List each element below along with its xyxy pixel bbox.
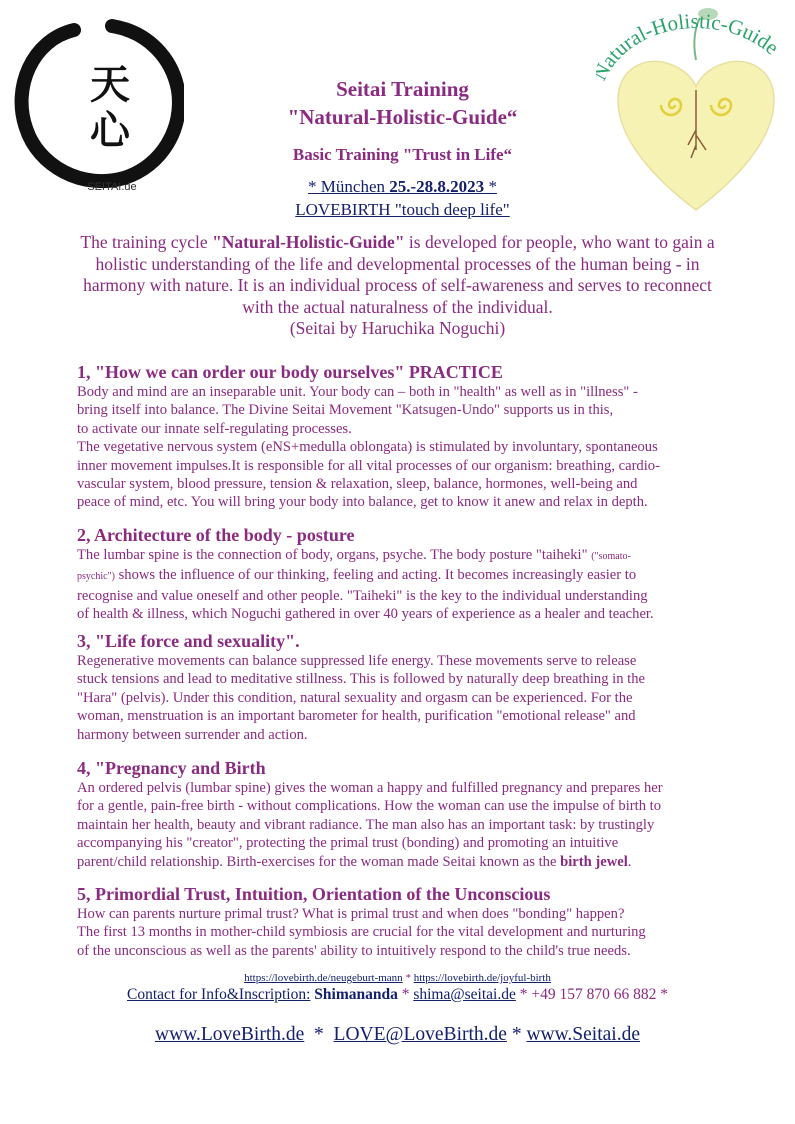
section-4	[77, 757, 727, 871]
seitai-logo	[12, 18, 184, 196]
section-2-text: The lumbar spine is the connection of body, organs, psyche. The body posture "taiheki"	[77, 547, 592, 563]
date-suffix: *	[484, 177, 497, 196]
birth-jewel-text: birth jewel	[560, 853, 628, 870]
lovebirth-link-text[interactable]: LOVEBIRTH "touch deep life"	[295, 200, 510, 219]
section-2-line: recognise and value oneself and other people. "Taiheki" is the key to the individual understanding	[77, 587, 648, 604]
section-4-line	[77, 853, 727, 871]
section-1-line: inner movement impulses.It is responsible for all vital processes of our organism: breathing, cardio-	[77, 457, 660, 474]
section-4-line: accompanying his "creator", protecting the primal trust (bonding) and promoting an intuitive	[77, 835, 619, 852]
contact-label[interactable]: Contact for Info&Inscription:	[127, 986, 311, 1003]
section-2-text: shows the influence of our thinking, feeling and acting. It becomes increasingly easier to	[114, 567, 637, 584]
lovebirth-email-link[interactable]: LOVE@LoveBirth.de	[333, 1024, 507, 1045]
contact-star: *	[397, 986, 414, 1003]
section-4-line: maintain her health, beauty and vibrant radiance. The man also has an important task: by trustingly	[77, 816, 655, 833]
contact-email-link[interactable]: shima@seitai.de	[413, 986, 516, 1003]
page-title: Seitai Training	[336, 77, 469, 101]
section-3-line: stuck tensions and lead to meditative stillness. This is followed by naturally deep breathing in the	[77, 671, 645, 688]
intro-text-body: is developed for people, who want to gain a holistic understanding of the life and developmental processes of the human being - in harmony with nature. It is an individual process of self-awareness and serves to reconnect with the actual naturalness of the individual.	[83, 232, 715, 317]
intro-bold-name: "Natural-Holistic-Guide"	[212, 232, 405, 252]
joyful-birth-link[interactable]: https://lovebirth.de/joyful-birth	[413, 972, 551, 984]
intro-attribution: (Seitai by Haruchika Noguchi)	[289, 318, 506, 338]
page-subtitle: "Natural-Holistic-Guide“	[287, 105, 518, 129]
section-1-line: to activate our innate self-regulating processes.	[77, 420, 352, 437]
section-5-line: of the unconscious as well as the parents' ability to intuitively respond to the child's true needs.	[77, 942, 631, 959]
section-5-line: The first 13 months in mother-child symbiosis are crucial for the vital development and nurturing	[77, 924, 646, 941]
contact-name: Shimananda	[314, 986, 398, 1003]
web-separator: *	[506, 1024, 527, 1045]
section-4-line: for a gentle, pain-free birth - without complications. How the woman can use the impulse of birth to	[77, 798, 661, 815]
section-1-line: peace of mind, etc. You will bring your body into balance, get to know it anew and relax in depth.	[77, 494, 648, 511]
section-4-heading: 4, "Pregnancy and Birth	[77, 758, 266, 778]
link-separator: *	[402, 972, 414, 984]
contact-phone: * +49 157 870 66 882 *	[515, 986, 668, 1003]
section-5-heading: 5, Primordial Trust, Intuition, Orientation of the Unconscious	[77, 884, 551, 904]
section-3-line: Regenerative movements can balance suppressed life energy. These movements serve to release	[77, 653, 637, 669]
logo-arc-text: atural-Holistic-Guide	[596, 8, 784, 72]
section-2-small-text: psychic")	[77, 571, 115, 583]
intro-paragraph	[70, 232, 725, 340]
web-separator: *	[304, 1024, 334, 1045]
section-1	[77, 361, 727, 512]
contact-line	[0, 986, 795, 1004]
logo-caption: SEITAI.de	[87, 181, 137, 193]
kanji-bottom: 心	[90, 107, 130, 154]
section-5-line: How can parents nurture primal trust? What is primal trust and when does "bonding" happen?	[77, 906, 625, 922]
date-range: 25.-28.8.2023	[389, 177, 485, 196]
basic-training-title: Basic Training "Trust in Life“	[292, 145, 513, 164]
footer-links	[0, 972, 795, 984]
section-3-line: woman, menstruation is an important barometer for health, purification "emotional release" and	[77, 708, 636, 725]
section-2-small-text: ("somato-	[591, 551, 631, 562]
section-3	[77, 630, 727, 744]
section-1-line: bring itself into balance. The Divine Seitai Movement "Katsugen-Undo" supports us in this,	[77, 402, 614, 419]
section-4-period: .	[627, 853, 632, 870]
section-3-line: harmony between surrender and action.	[77, 726, 308, 743]
seitai-website-link[interactable]: www.Seitai.de	[526, 1024, 640, 1045]
web-links	[0, 1024, 795, 1046]
section-2-line: of health & illness, which Noguchi gathered in over 40 years of experience as a healer and teacher.	[77, 606, 654, 623]
section-2	[77, 524, 727, 624]
lovebirth-link[interactable]	[200, 200, 605, 220]
section-1-heading: 1, "How we can order our body ourselves" PRACTICE	[77, 362, 503, 382]
section-4-text: parent/child relationship. Birth-exercises for the woman made Seitai known as the	[77, 853, 561, 870]
date-prefix: * München	[308, 177, 390, 196]
section-4-line: An ordered pelvis (lumbar spine) gives the woman a happy and fulfilled pregnancy and prepares her	[77, 780, 663, 796]
section-1-line: vascular system, blood pressure, tension & relaxation, sleep, balance, hormones, well-being and	[77, 476, 638, 493]
neugeburt-mann-link[interactable]: https://lovebirth.de/neugeburt-mann	[244, 972, 403, 984]
lovebirth-website-link[interactable]: www.LoveBirth.de	[155, 1024, 305, 1045]
date-line[interactable]	[200, 177, 605, 197]
section-2-line	[77, 566, 727, 586]
section-3-heading: 3, "Life force and sexuality".	[77, 631, 300, 651]
section-2-heading: 2, Architecture of the body - posture	[77, 525, 355, 545]
section-3-line: "Hara" (pelvis). Under this condition, natural sexuality and orgasm can be experienced. For the	[77, 689, 633, 706]
natural-holistic-guide-logo	[596, 0, 795, 215]
intro-text-start: The training cycle	[80, 232, 213, 252]
section-5	[77, 883, 727, 960]
section-2-line	[77, 546, 727, 566]
section-1-line: The vegetative nervous system (eNS+medulla oblongata) is stimulated by involuntary, spontaneous	[77, 439, 658, 456]
section-1-line: Body and mind are an inseparable unit. Your body can – both in "health" as well as in "illness" -	[77, 384, 638, 400]
kanji-top: 天	[90, 61, 130, 108]
